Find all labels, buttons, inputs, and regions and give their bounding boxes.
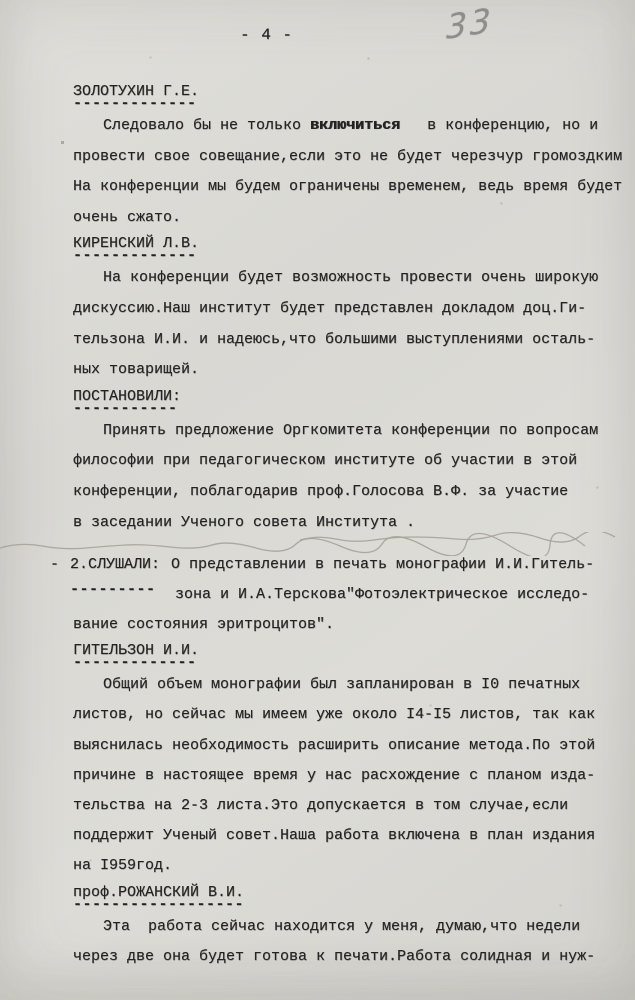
paragraph-line: Общий объем монографии был запланирован в I0 печатных [103,676,581,694]
handwritten-page-annotation: 33 [445,0,495,48]
agenda-subject-line: зона и И.А.Терскова"Фотоэлектрическое исследо- [175,586,590,604]
agenda-subject-line: вание состояния эритроцитов". [73,616,335,634]
paragraph-line: причине в настоящее время у нас расхождение с планом изда- [73,766,596,784]
resolution-heading: ПОСТАНОВИЛИ: [73,387,182,405]
line-text: в конференцию, но и [400,117,599,134]
typed-underline: ------------- [73,252,197,264]
page-number: - 4 - [240,26,294,44]
paragraph-line: на I959год. [73,857,173,875]
paragraph-line: Эта работа сейчас находится у меня, думаю,что недели [103,917,581,935]
paragraph-line: На конференции будет возможность провести очень широкую [103,269,599,287]
document-body [0,78,635,973]
spacer [50,580,70,610]
agenda-item-2-row1 [0,550,635,580]
overstruck-word: включиться [310,117,401,134]
paper-speckles [0,0,1,1]
speech-paragraph-rozhansky [0,912,635,973]
typed-underline: ------------- [73,659,197,671]
paragraph-line: выяснилась необходимость расширить описание метода.По этой [73,736,596,754]
speech-paragraph-gitelzon [0,670,635,881]
paragraph-line: ных товарищей. [73,361,200,379]
agenda-item-2-row2 [0,580,635,610]
speaker-name-rozhansky: проф.РОЖАНСКИЙ В.И. [73,883,245,901]
paragraph-line: листов, но сейчас мы имеем уже около I4-I5 листов, так как [73,706,596,724]
margin-dash: - [50,556,60,574]
paragraph-line: Принять предложение Оргкомитета конференции по вопросам [103,421,599,439]
paragraph-line: дискуссию.Наш институт будет представлен докладом доц.Ги- [73,299,587,317]
paragraph-line: На конференции мы будем ограничены временем, ведь время будет [73,178,623,196]
paragraph-line: очень сжато. [73,208,182,226]
speaker-name-gitelzon: ГИТЕЛЬЗОН И.И. [73,642,200,660]
paragraph-line: тельства на 2-3 листа.Это допускается в том случае,если [73,796,569,814]
agenda-subject-line: О представлении в печать монографии И.И.Гитель- [171,556,595,574]
paragraph-line [0,111,635,142]
speech-paragraph-zolotukhin [0,111,635,233]
paragraph-line: через две она будет готова к печати.Работа солидная и нуж- [73,948,596,966]
paragraph-line: поддержит Ученый совет.Наша работа включена в план издания [73,827,596,845]
paragraph-line: конференции, поблагодарив проф.Голосова В.Ф. за участие [73,482,569,500]
typed-underline: ----------- [73,404,178,416]
typed-underline: ------------- [73,100,197,111]
paragraph-line: провести свое совещание,если это не будет черезчур громоздким [73,147,623,165]
paragraph-line: в заседании Ученого совета Института . [73,513,416,531]
paragraph-line: философии при педагогическом институте об участии в этой [73,452,578,470]
speaker-name-zolotukhin: ЗОЛОТУХИН Г.Е. [73,83,200,100]
paragraph-line: тельзона И.И. и надеюсь,что большими выступлениями осталь- [73,330,596,348]
typed-underline: --------- [70,583,156,599]
agenda-item-label: 2.СЛУШАЛИ: [70,556,161,574]
resolution-paragraph [0,416,635,538]
line-text: Следовало бы не только [103,117,311,134]
speaker-name-kirensky: КИРЕНСКИЙ Л.В. [73,235,200,253]
speech-paragraph-kirensky [0,263,635,385]
typed-underline: ------------------ [73,900,245,912]
